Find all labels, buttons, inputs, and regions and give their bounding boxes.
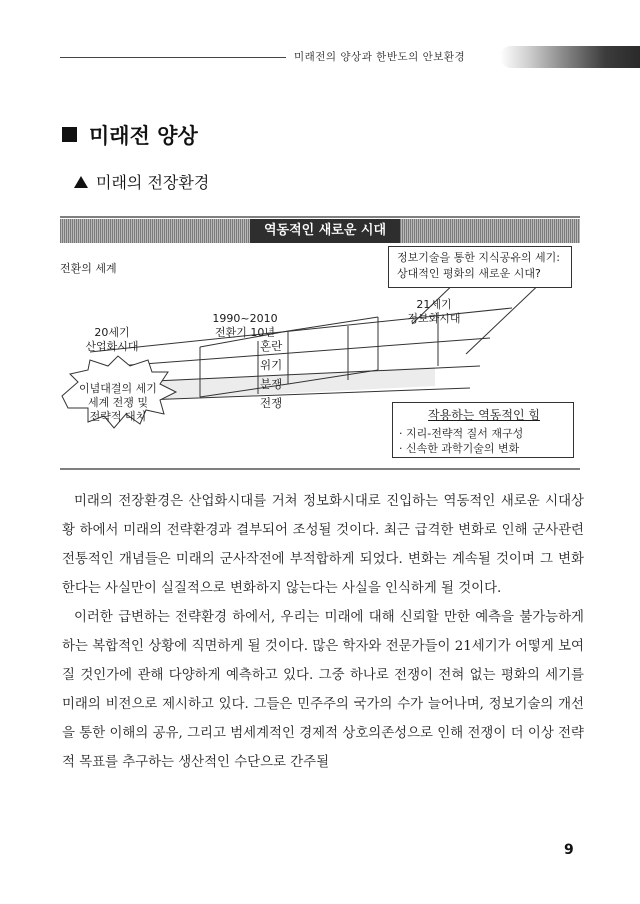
transition-period-label xyxy=(204,312,286,340)
world-label: 전환의 세계 xyxy=(60,262,117,275)
era-20c-name: 산업화시대 xyxy=(85,340,139,353)
period-name: 전환기 10년 xyxy=(215,326,275,339)
section-title xyxy=(62,120,198,150)
chaos-word: 위기 xyxy=(260,358,283,372)
era-21c-name: 정보화시대 xyxy=(407,312,461,325)
transition-diagram xyxy=(60,216,580,472)
info-box-line: 상대적인 평화의 새로운 시대? xyxy=(397,267,541,280)
cloud-line: 세계 전쟁 및 xyxy=(87,396,149,409)
era-21c-year: 21세기 xyxy=(416,298,452,311)
cloud-line: 전략적 대치 xyxy=(89,410,147,423)
triangle-bullet-icon xyxy=(74,176,88,188)
body-text xyxy=(62,487,584,777)
subsection-title-text: 미래의 전장환경 xyxy=(96,173,210,192)
info-box-line: 정보기술을 통한 지식공유의 세기: xyxy=(397,251,560,264)
dynamic-forces-item: · 신속한 과학기술의 변화 xyxy=(399,442,520,455)
era-20c-label xyxy=(76,326,148,354)
dynamic-forces-title: 작용하는 역동적인 힘 xyxy=(428,408,540,422)
square-bullet-icon xyxy=(62,127,77,142)
perspective-line-2 xyxy=(90,338,490,368)
chaos-label-stack xyxy=(260,337,282,413)
chaos-word: 분쟁 xyxy=(260,377,283,391)
page-number: 9 xyxy=(564,842,574,858)
running-header xyxy=(60,46,640,70)
section-title-text: 미래전 양상 xyxy=(89,123,198,148)
chaos-word: 혼란 xyxy=(260,339,283,353)
dynamic-forces-box xyxy=(392,402,574,458)
chaos-word: 전쟁 xyxy=(260,396,283,410)
body-paragraph: 이러한 급변하는 전략환경 하에서, 우리는 미래에 대해 신뢰할 만한 예측을 불가능하게 하는 복합적인 상황에 직면하게 될 것이다. 많은 학자와 전문가들이 21세기가 어떻게 보여질 것인가에 관해 다양하게 예측하고 있다. 그중 하나로 전쟁이 전혀 없는 평화의 세기를 미래의 비전으로 제시하고 있다. 그들은 민주주의 국가의 수가 늘어나며, 정보기술의 개선을 통한 이해의 공유, 그리고 범세계적인 경제적 상호의존성으로 인해 전쟁이 더 이상 전략적 목표를 추구하는 생산적인 수단으로 간주될 xyxy=(62,610,584,770)
header-rule xyxy=(60,57,286,58)
era-20c-year: 20세기 xyxy=(94,326,130,339)
header-title: 미래전의 양상과 한반도의 안보환경 xyxy=(294,51,466,63)
cloud-label xyxy=(64,382,172,424)
subsection-title xyxy=(74,170,209,193)
figure-banner xyxy=(60,219,580,243)
body-paragraph: 미래의 전장환경은 산업화시대를 거쳐 정보화시대로 진입하는 역동적인 새로운 시대상황 하에서 미래의 전략환경과 결부되어 조성될 것이다. 최근 급격한 변화로 인해 군사관련 전통적인 개념들은 미래의 군사작전에 부적합하게 되었다. 변화는 계속될 것이며 그 변화한다는 사실만이 실질적으로 변화하지 않는다는 사실을 인식하게 될 것이다. xyxy=(62,494,584,596)
cloud-line: 이념대결의 세기 xyxy=(79,382,157,395)
period-years: 1990~2010 xyxy=(212,312,278,325)
era-21c-label xyxy=(398,298,470,326)
header-tab-decoration xyxy=(500,46,640,68)
dynamic-forces-item: · 지리-전략적 질서 재구성 xyxy=(399,427,524,440)
figure-banner-title: 역동적인 새로운 시대 xyxy=(250,219,400,243)
box-edge xyxy=(288,317,378,331)
info-box xyxy=(388,246,572,288)
